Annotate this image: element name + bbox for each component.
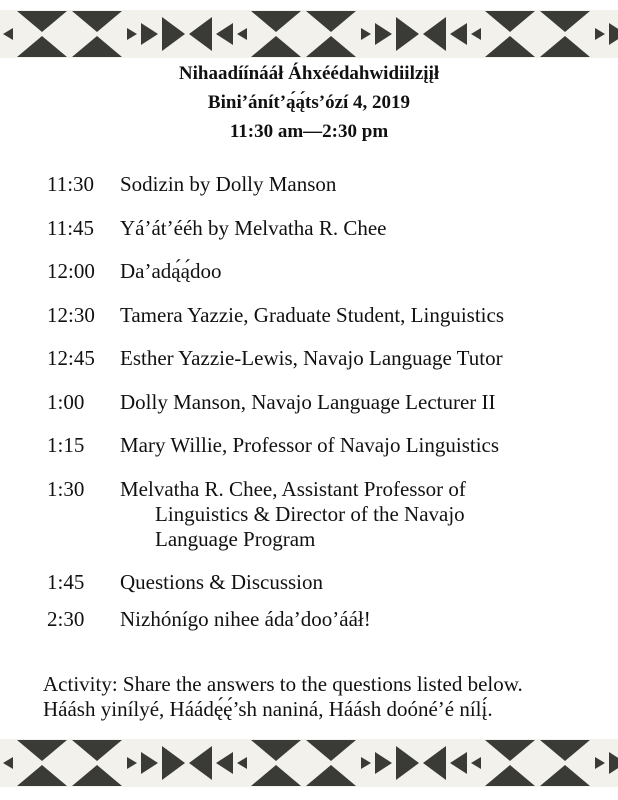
entry-text: Da’adą́ą́doo (120, 259, 222, 283)
schedule-row (47, 433, 592, 458)
entry-text: Tamera Yazzie, Graduate Student, Linguistics (120, 302, 505, 327)
activity-line-1: Activity: Share the answers to the questions listed below. (43, 672, 523, 696)
time-label: 1:15 (47, 433, 85, 457)
schedule-row (47, 477, 592, 552)
schedule-row (47, 346, 592, 371)
event-date: Bini’ánít’ą́ą́ts’ózí 4, 2019 (207, 92, 411, 113)
entry-text: Esther Yazzie-Lewis, Navajo Language Tutor (120, 346, 503, 370)
schedule-row (47, 607, 592, 632)
entry-text: Yá’át’ééh by Melvatha R. Chee (120, 215, 387, 240)
entry-text (120, 477, 592, 552)
navajo-pattern-border-bottom (0, 739, 618, 787)
entry-text: Mary Willie, Professor of Navajo Linguistics (120, 433, 500, 457)
entry-text: Questions & Discussion (120, 569, 324, 594)
schedule-list (47, 172, 592, 632)
activity-note (43, 672, 593, 722)
schedule-row (47, 172, 592, 197)
time-label: 12:00 (47, 259, 95, 283)
time-label: 11:45 (47, 215, 95, 240)
time-label: 2:30 (47, 606, 85, 631)
schedule-row (47, 259, 592, 284)
time-label: 1:00 (47, 389, 85, 414)
navajo-pattern-border-top (0, 10, 618, 58)
time-label: 12:45 (47, 346, 95, 370)
event-time-range: 11:30 am—2:30 pm (229, 121, 389, 142)
time-label: 11:30 (47, 172, 95, 196)
schedule-row (47, 570, 592, 595)
entry-line: Melvatha R. Chee, Assistant Professor of (120, 476, 466, 501)
time-label: 1:45 (47, 569, 85, 594)
entry-text: Nizhónígo nihee áda’doo’ááł! (120, 606, 371, 631)
entry-line: Language Program (155, 526, 316, 551)
schedule-row (47, 216, 592, 241)
schedule-row (47, 390, 592, 415)
time-label: 1:30 (47, 476, 85, 501)
entry-line: Linguistics & Director of the Navajo (155, 501, 465, 526)
event-title: Nihaadíínááł Áhxéédahwidiilzįįł (178, 63, 440, 84)
schedule-row (47, 303, 592, 328)
activity-line-2: Háásh yinílyé, Háádę́ę́’sh naniná, Háásh doóné’é nílį́. (43, 697, 493, 721)
entry-text: Sodizin by Dolly Manson (120, 172, 337, 196)
header-block (0, 59, 618, 146)
entry-text: Dolly Manson, Navajo Language Lecturer II (120, 389, 496, 414)
time-label: 12:30 (47, 302, 95, 327)
